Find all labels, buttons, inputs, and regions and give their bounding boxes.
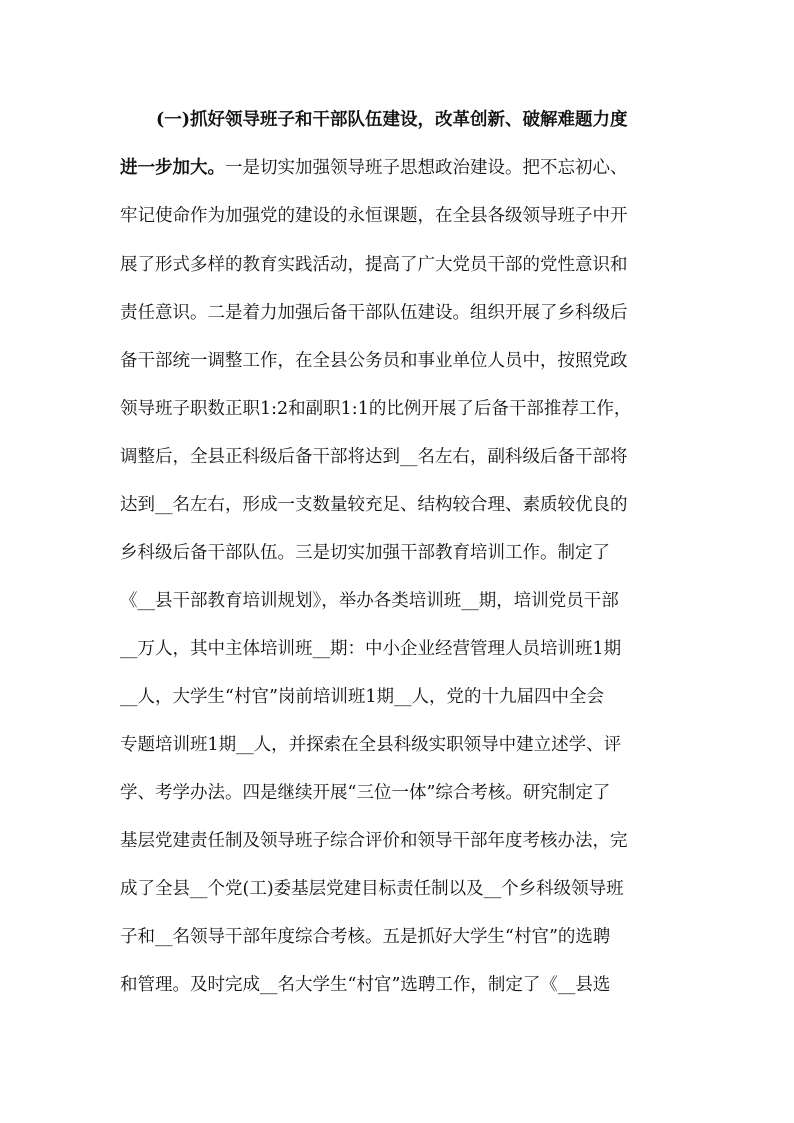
- paragraph-line: 牢记使命作为加强党的建设的永恒课题，在全县各级领导班子中开: [120, 206, 628, 226]
- paragraph-line: 成了全县__个党(工)委基层党建目标责任制以及__个乡科级领导班: [120, 879, 624, 899]
- paragraph-line: 和管理。及时完成__名大学生“村官”选聘工作，制定了《__县选: [120, 975, 611, 995]
- paragraph-line: 专题培训班1期__人，并探索在全县科级实职领导中建立述学、评: [120, 735, 622, 755]
- paragraph-line: 达到__名左右，形成一支数量较充足、结构较合理、素质较优良的: [120, 495, 628, 515]
- paragraph-line: 乡科级后备干部队伍。三是切实加强干部教育培训工作。制定了: [120, 543, 610, 563]
- paragraph-line: 学、考学办法。四是继续开展“三位一体”综合考核。研究制定了: [120, 783, 611, 803]
- section-heading: [156, 105, 726, 135]
- heading-continuation: 进一步加大。: [120, 158, 225, 178]
- paragraph-line: 子和__名领导干部年度综合考核。五是抓好大学生“村官”的选聘: [120, 927, 611, 947]
- paragraph-line: 领导班子职数正职1:2和副职1:1的比例开展了后备干部推荐工作，: [120, 399, 632, 419]
- paragraph-line: 责任意识。二是着力加强后备干部队伍建设。组织开展了乡科级后: [120, 303, 628, 323]
- paragraph-line: [120, 153, 690, 183]
- paragraph-line: 展了形式多样的教育实践活动，提高了广大党员干部的党性意识和: [120, 255, 628, 275]
- heading-text: (一)抓好领导班子和干部队伍建设，改革创新、破解难题力度: [156, 110, 628, 130]
- paragraph-line: 《__县干部教育培训规划》，举办各类培训班__期，培训党员干部: [120, 591, 619, 611]
- paragraph-line: __人，大学生“村官”岗前培训班1期__人，党的十九届四中全会: [120, 687, 605, 707]
- paragraph-text: 一是切实加强领导班子思想政治建设。把不忘初心、: [225, 158, 628, 178]
- paragraph-line: __万人，其中主体培训班__期：中小企业经营管理人员培训班1期: [120, 639, 622, 659]
- paragraph-line: 备干部统一调整工作，在全县公务员和事业单位人员中，按照党政: [120, 351, 628, 371]
- paragraph-line: 调整后，全县正科级后备干部将达到__名左右，副科级后备干部将: [120, 447, 628, 467]
- paragraph-line: 基层党建责任制及领导班子综合评价和领导干部年度考核办法，完: [120, 831, 628, 851]
